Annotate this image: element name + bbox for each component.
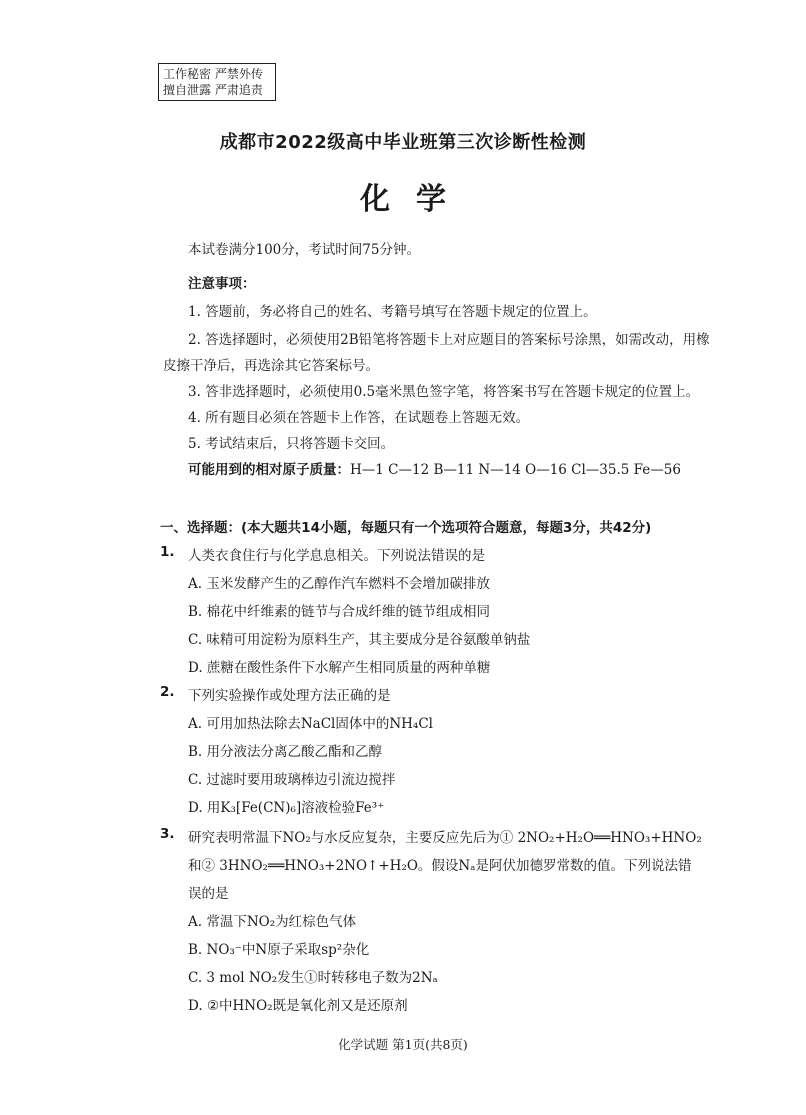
stamp-line-2: 擅自泄露 严肃追责	[163, 83, 263, 97]
note-3: 3. 答非选择题时，必须使用0.5毫米黑色签字笔，将答案书写在答题卡规定的位置上。	[188, 384, 700, 400]
question-2-number: 2.	[160, 684, 175, 700]
stamp-line-1: 工作秘密 严禁外传	[163, 67, 263, 81]
question-3-option-b: B. NO₃⁻中N原子采取sp²杂化	[188, 942, 370, 958]
question-1-option-a: A. 玉米发酵产生的乙醇作汽车燃料不会增加碳排放	[188, 576, 490, 592]
atomic-mass-label: 可能用到的相对原子质量：	[188, 462, 350, 478]
question-2-option-d: D. 用K₃[Fe(CN)₆]溶液检验Fe³⁺	[188, 800, 385, 816]
question-1-option-b: B. 棉花中纤维素的链节与合成纤维的链节组成相同	[188, 604, 491, 620]
question-3-option-c: C. 3 mol NO₂发生①时转移电子数为2Nₐ	[188, 970, 438, 986]
page-footer: 化学试题 第1页(共8页)	[338, 1037, 468, 1052]
atomic-mass-values: H—1 C—12 B—11 N—14 O—16 Cl—35.5 Fe—56	[350, 462, 681, 478]
note-1: 1. 答题前，务必将自己的姓名、考籍号填写在答题卡规定的位置上。	[188, 304, 597, 320]
section-1-heading: 一、选择题：(本大题共14小题，每题只有一个选项符合题意，每题3分，共42分)	[160, 520, 652, 536]
question-3-stem-line-1: 研究表明常温下NO₂与水反应复杂，主要反应先后为① 2NO₂+H₂O══HNO₃+HNO₂	[188, 830, 702, 846]
question-3-option-a: A. 常温下NO₂为红棕色气体	[188, 914, 357, 930]
question-3-option-d: D. ②中HNO₂既是氧化剂又是还原剂	[188, 998, 408, 1014]
question-3-number: 3.	[160, 826, 175, 842]
question-2-stem: 下列实验操作或处理方法正确的是	[188, 688, 391, 704]
question-1-stem: 人类衣食住行与化学息息相关。下列说法错误的是	[188, 548, 485, 564]
question-2-option-c: C. 过滤时要用玻璃棒边引流边搅拌	[188, 772, 396, 788]
question-1-number: 1.	[160, 544, 175, 560]
question-1-option-d: D. 蔗糖在酸性条件下水解产生相同质量的两种单糖	[188, 660, 491, 676]
notes-heading: 注意事项：	[188, 276, 256, 292]
confidential-stamp	[158, 63, 276, 101]
question-2-option-b: B. 用分液法分离乙酸乙酯和乙醇	[188, 744, 383, 760]
question-1-option-c: C. 味精可用淀粉为原料生产，其主要成分是谷氨酸单钠盐	[188, 632, 531, 648]
question-3-stem-line-3: 误的是	[188, 886, 229, 902]
note-5: 5. 考试结束后，只将答题卡交回。	[188, 436, 395, 452]
exam-subject: 化学	[360, 182, 472, 217]
question-2-option-a: A. 可用加热法除去NaCl固体中的NH₄Cl	[188, 716, 433, 732]
note-4: 4. 所有题目必须在答题卡上作答，在试题卷上答题无效。	[188, 410, 530, 426]
exam-title: 成都市2022级高中毕业班第三次诊断性检测	[219, 132, 587, 153]
question-3-stem-line-2: 和② 3HNO₂══HNO₃+2NO↑+H₂O。假设Nₐ是阿伏加德罗常数的值。下列说法错	[188, 858, 692, 874]
note-2-line-2: 皮擦干净后，再选涂其它答案标号。	[163, 358, 379, 374]
atomic-mass-line	[188, 458, 681, 478]
note-2-line-1: 2. 答选择题时，必须使用2B铅笔将答题卡上对应题目的答案标号涂黑，如需改动，用橡	[188, 332, 710, 348]
exam-intro: 本试卷满分100分，考试时间75分钟。	[188, 242, 420, 258]
